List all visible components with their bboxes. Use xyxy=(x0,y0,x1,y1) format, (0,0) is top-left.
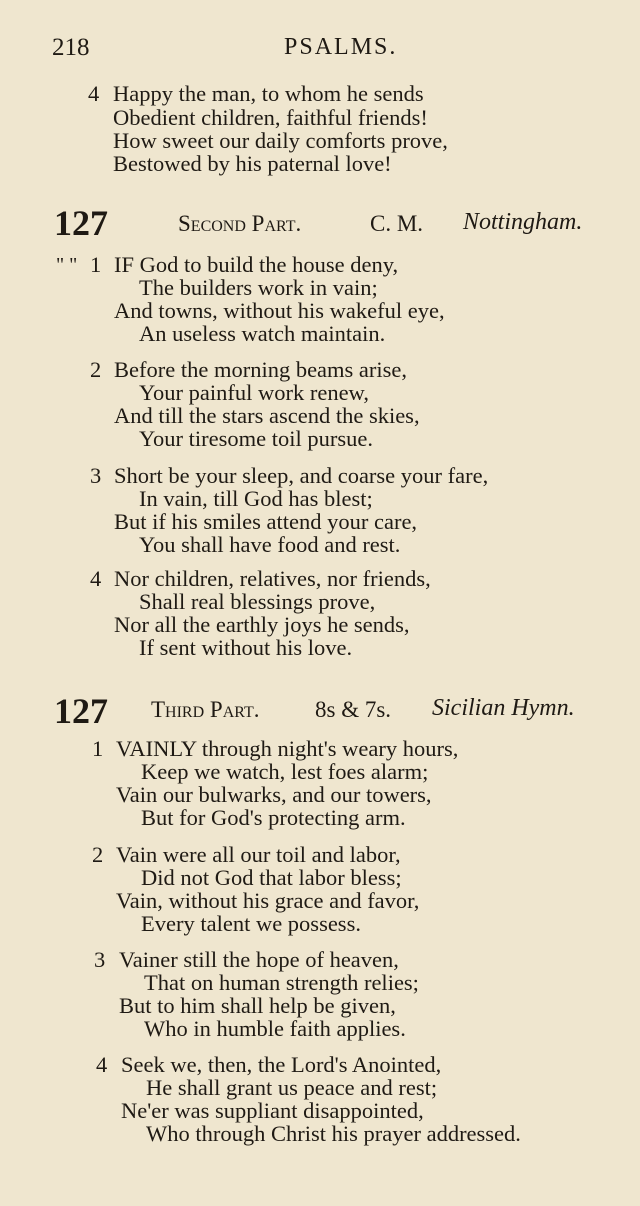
running-title: PSALMS. xyxy=(284,34,398,60)
verse-line: Short be your sleep, and coarse your fare, xyxy=(114,463,489,488)
stanza-number: 4 xyxy=(90,566,102,591)
verse-line: How sweet our daily comforts prove, xyxy=(113,128,448,153)
verse-line: But to him shall help be given, xyxy=(119,993,396,1018)
verse-line: You shall have food and rest. xyxy=(139,532,401,557)
verse-line: Your tiresome toil pursue. xyxy=(139,426,373,451)
verse-line: That on human strength relies; xyxy=(144,970,419,995)
verse-line: The builders work in vain; xyxy=(139,275,378,300)
meter-label: 8s & 7s. xyxy=(315,697,392,722)
verse-line: Vainer still the hope of heaven, xyxy=(119,947,399,972)
verse-line: In vain, till God has blest; xyxy=(139,486,373,511)
verse-line: Vain, without his grace and favor, xyxy=(116,888,420,913)
stanza-number: 4 xyxy=(96,1052,108,1077)
verse-line: Who through Christ his prayer addressed. xyxy=(146,1121,521,1146)
page-number: 218 xyxy=(52,34,90,61)
verse-line: If sent without his love. xyxy=(139,635,353,660)
verse-line: But for God's protecting arm. xyxy=(141,805,406,830)
psalm-number: 127 xyxy=(54,203,108,243)
verse-line: And towns, without his wakeful eye, xyxy=(114,298,445,323)
verse-line: VAINLY through night's weary hours, xyxy=(116,736,459,761)
verse-line: And till the stars ascend the skies, xyxy=(114,403,420,428)
verse-line: He shall grant us peace and rest; xyxy=(146,1075,438,1100)
verse-line: But if his smiles attend your care, xyxy=(114,509,418,534)
verse-line: Nor children, relatives, nor friends, xyxy=(114,566,431,591)
verse-line: IF God to build the house deny, xyxy=(114,252,399,277)
stanza-number: 1 xyxy=(90,252,102,277)
verse-line: Nor all the earthly joys he sends, xyxy=(114,612,410,637)
tune-name: Sicilian Hymn. xyxy=(432,695,575,721)
meter-label: C. M. xyxy=(370,211,424,236)
verse-line: Bestowed by his paternal love! xyxy=(113,151,392,176)
verse-line: Vain were all our toil and labor, xyxy=(116,842,401,867)
verse-line: Happy the man, to whom he sends xyxy=(113,81,424,106)
page-header xyxy=(52,34,610,64)
verse-line: Keep we watch, lest foes alarm; xyxy=(141,759,429,784)
stanza-number: 2 xyxy=(92,842,104,867)
part-label: Second Part. xyxy=(178,211,302,236)
part-label: Third Part. xyxy=(151,697,260,722)
tune-name: Nottingham. xyxy=(463,209,583,235)
verse-line: An useless watch maintain. xyxy=(139,321,386,346)
stanza-number: 1 xyxy=(92,736,104,761)
verse-line: Did not God that labor bless; xyxy=(141,865,402,890)
verse-line: Seek we, then, the Lord's Anointed, xyxy=(121,1052,442,1077)
stanza-number: 4 xyxy=(88,81,100,106)
margin-marks: " " xyxy=(56,254,78,276)
psalm-number: 127 xyxy=(54,691,108,731)
verse-line: Vain our bulwarks, and our towers, xyxy=(116,782,432,807)
verse-line: Ne'er was suppliant disappointed, xyxy=(121,1098,424,1123)
verse-line: Before the morning beams arise, xyxy=(114,357,408,382)
stanza-number: 3 xyxy=(94,947,106,972)
verse-line: Obedient children, faithful friends! xyxy=(113,105,428,130)
stanza-number: 3 xyxy=(90,463,102,488)
verse-line: Every talent we possess. xyxy=(141,911,361,936)
verse-line: Your painful work renew, xyxy=(139,380,369,405)
verse-line: Shall real blessings prove, xyxy=(139,589,376,614)
stanza-number: 2 xyxy=(90,357,102,382)
verse-line: Who in humble faith applies. xyxy=(144,1016,406,1041)
